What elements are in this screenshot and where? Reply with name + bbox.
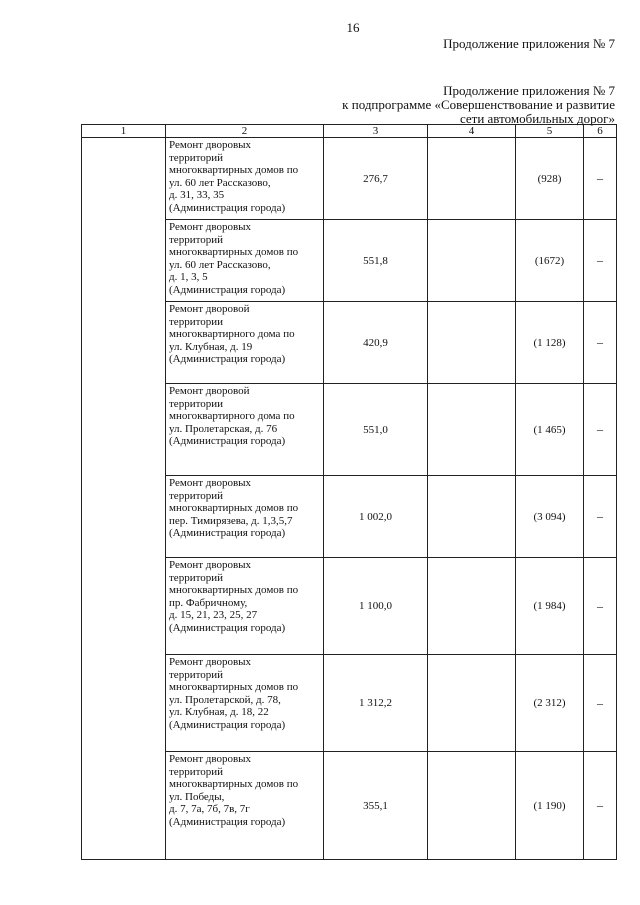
table-row — [82, 655, 617, 752]
blank-cell — [82, 752, 166, 860]
column-header-4: 4 — [428, 125, 516, 138]
column-header-6: 6 — [584, 125, 617, 138]
table-row — [82, 220, 617, 302]
row-col6: – — [584, 655, 617, 752]
blank-cell — [82, 655, 166, 752]
row-col6: – — [584, 558, 617, 655]
row-description: Ремонт дворовой территории многоквартирного дома по ул. Пролетарская, д. 76 (Администрация города) — [166, 384, 324, 476]
blank-cell — [82, 558, 166, 655]
column-header-3: 3 — [324, 125, 428, 138]
row-col6: – — [584, 138, 617, 220]
row-col6: – — [584, 752, 617, 860]
table-header-row — [82, 125, 617, 138]
appendix-header — [342, 84, 615, 126]
appendix-header-line-1: Продолжение приложения № 7 — [443, 83, 615, 98]
table-row — [82, 384, 617, 476]
row-col5: (2 312) — [516, 655, 584, 752]
appendix-continuation-label: Продолжение приложения № 7 — [443, 36, 615, 51]
row-description: Ремонт дворовых территорий многоквартирных домов по пер. Тимирязева, д. 1,3,5,7 (Администрация города) — [166, 476, 324, 558]
column-header-2: 2 — [166, 125, 324, 138]
row-col4 — [428, 476, 516, 558]
row-amount: 276,7 — [324, 138, 428, 220]
row-description: Ремонт дворовых территорий многоквартирных домов по ул. 60 лет Рассказово, д. 31, 33, 35 (Администрация города) — [166, 138, 324, 220]
row-description: Ремонт дворовой территории многоквартирного дома по ул. Клубная, д. 19 (Администрация города) — [166, 302, 324, 384]
table-row — [82, 302, 617, 384]
column-header-5: 5 — [516, 125, 584, 138]
page-number: 16 — [346, 20, 360, 35]
row-col6: – — [584, 476, 617, 558]
row-col4 — [428, 302, 516, 384]
row-col4 — [428, 558, 516, 655]
row-col5: (1672) — [516, 220, 584, 302]
row-col5: (1 465) — [516, 384, 584, 476]
row-description: Ремонт дворовых территорий многоквартирных домов по ул. Победы, д. 7, 7а, 7б, 7в, 7г (Администрация города) — [166, 752, 324, 860]
table-row — [82, 476, 617, 558]
row-col4 — [428, 220, 516, 302]
table-row — [82, 752, 617, 860]
row-amount: 551,8 — [324, 220, 428, 302]
row-col5: (3 094) — [516, 476, 584, 558]
column-header-1: 1 — [82, 125, 166, 138]
program-table — [81, 124, 617, 860]
table-row — [82, 558, 617, 655]
row-col4 — [428, 138, 516, 220]
blank-cell — [82, 138, 166, 220]
row-col4 — [428, 384, 516, 476]
row-col5: (1 128) — [516, 302, 584, 384]
row-col4 — [428, 655, 516, 752]
row-amount: 355,1 — [324, 752, 428, 860]
row-col5: (1 984) — [516, 558, 584, 655]
appendix-header-line-3: сети автомобильных дорог» — [459, 111, 615, 126]
row-col4 — [428, 752, 516, 860]
table-row — [82, 138, 617, 220]
row-col5: (1 190) — [516, 752, 584, 860]
row-amount: 551,0 — [324, 384, 428, 476]
row-description: Ремонт дворовых территорий многоквартирных домов по пр. Фабричному, д. 15, 21, 23, 25, 27 (Администрация города) — [166, 558, 324, 655]
row-col6: – — [584, 302, 617, 384]
row-description: Ремонт дворовых территорий многоквартирных домов по ул. 60 лет Рассказово, д. 1, 3, 5 (Администрация города) — [166, 220, 324, 302]
row-col6: – — [584, 220, 617, 302]
row-amount: 1 312,2 — [324, 655, 428, 752]
blank-cell — [82, 302, 166, 384]
row-amount: 1 002,0 — [324, 476, 428, 558]
appendix-header-line-2: к подпрограмме «Совершенствование и развитие — [342, 97, 615, 112]
blank-cell — [82, 476, 166, 558]
blank-cell — [82, 384, 166, 476]
row-amount: 420,9 — [324, 302, 428, 384]
blank-cell — [82, 220, 166, 302]
row-col6: – — [584, 384, 617, 476]
row-description: Ремонт дворовых территорий многоквартирных домов по ул. Пролетарской, д. 78, ул. Клубная, д. 18, 22 (Администрация города) — [166, 655, 324, 752]
row-amount: 1 100,0 — [324, 558, 428, 655]
row-col5: (928) — [516, 138, 584, 220]
